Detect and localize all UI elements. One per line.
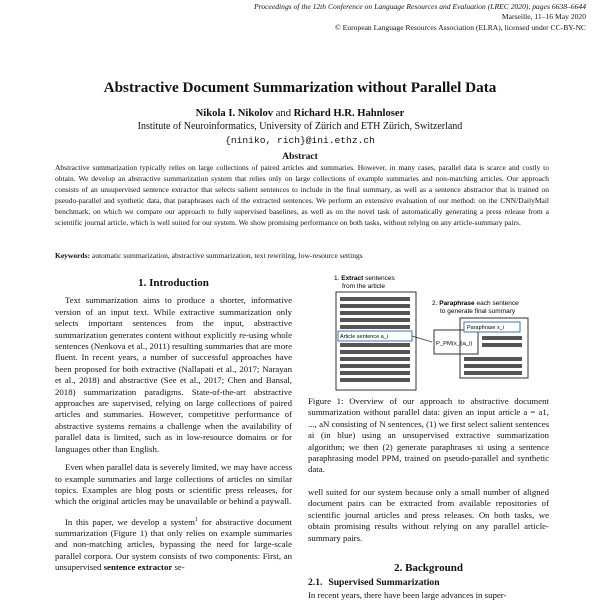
step1-label: 1. Extract sentences xyxy=(334,275,395,282)
location-line: Marseille, 11–16 May 2020 xyxy=(501,12,586,22)
intro-heading: 1. Introduction xyxy=(138,277,209,289)
paraphrase-label: Paraphrase x_i xyxy=(467,325,504,331)
step2-label: 2. Paraphrase each sentence xyxy=(432,300,519,307)
proceedings-line: Proceedings of the 12th Conference on Language Resources and Evaluation (LREC 2020), pages 6638–6644 xyxy=(254,2,586,11)
abstract-text: Abstractive summarization typically relies on large collections of paired articles and summaries. However, in many cases, parallel data is scarce and costly to obtain. We develop an abstractive summarization system that relies only on large collections of example summaries and non-matching articles. Our approach consists of an unsupervised sentence extractor that selects salient sentences to include in the final summary, as well as a sentence abstractor that is trained on pseudo-parallel and synthetic data, that paraphrases each of the extracted sentences. We perform an extensive evaluation of our method: on the CNN/DailyMail benchmark, on which we compare our approach to fully supervised baselines, as well as on the novel task of automatically generating a press release from a scientific journal article, which is well suited for our system. We show promising performance on both tasks, without relying on any article-summary pairs. xyxy=(55,163,549,227)
intro-paragraph-2: Even when parallel data is severely limited, we may have access to example summaries and large collections of articles on similar topics. Examples are blog posts or scientific press releases, for which the original articles may be unavailable or behind a paywall. xyxy=(55,462,292,507)
intro-paragraph-3 xyxy=(55,515,292,574)
paper-title: Abstractive Document Summarization without Parallel Data xyxy=(103,79,497,96)
summary-line xyxy=(464,364,522,368)
article-line xyxy=(340,364,410,368)
step2-label-2: to generate final summary xyxy=(440,308,516,315)
article-line xyxy=(340,318,410,322)
summary-line xyxy=(482,336,522,340)
footnote-marker: 1 xyxy=(194,516,198,523)
intro-p3-middle: for abstractive document summarization (Figure 1) that only relies on example summaries and non-matching articles, bypassing the need for large-scale parallel corpora. Our system consists of two components: First, an unsupervised xyxy=(55,516,292,573)
figure-caption: Figure 1: Overview of our approach to abstractive document summarization without parallel data: given an input article a = a1, ..., aN consisting of N sentences, (1) we first select salient sentences ai (in blue) using an unsupervised extractive summarization algorithm; we then (2) generate paraphrases xi using a sentence paraphrasing model PPM, trained on pseudo-parallel and synthetic data. xyxy=(308,396,549,475)
background-text: In recent years, there have been large advances in super- xyxy=(308,590,507,600)
keywords xyxy=(55,251,549,260)
author-1: Nikola I. Nikolov xyxy=(195,108,274,119)
intro-paragraph-1: Text summarization aims to produce a shorter, informative version of an input text. While extractive summarization only selects important sentences from the input, abstractive summarization generates content without explicitly re-using whole sentences (Nenkova et al., 2011) resulting summaries that are more fluent. In recent years, a number of successful approaches have been proposed for both extractive (Nallapati et al., 2017; Narayan et al., 2018) and abstractive (See et al., 2017; Chen and Bansal, 2018) summarization paradigms. State-of-the-art abstractive approaches are supervised, relying on large collections of paired articles and summaries. However, competitive performance of abstractive systems remains a challenge when the availability of parallel data is limited, such as in low-resource domains or for languages other than English. xyxy=(55,295,292,454)
abstract-heading: Abstract xyxy=(282,151,318,162)
intro-p3-end: se- xyxy=(172,562,185,573)
article-line xyxy=(340,343,410,347)
intro-p3-bold: sentence extractor xyxy=(103,562,173,573)
model-label: P_PM(x_i|a_i) xyxy=(436,341,473,347)
summary-line xyxy=(464,371,522,375)
article-line xyxy=(340,311,410,315)
left-column xyxy=(55,278,292,581)
subsection-heading xyxy=(308,577,549,588)
article-line xyxy=(340,297,410,301)
author-2: Richard H.R. Hahnloser xyxy=(293,108,405,119)
summary-line xyxy=(464,357,522,361)
page-header xyxy=(226,2,586,33)
arrow-to-model xyxy=(412,336,432,342)
keywords-label: Keywords: xyxy=(55,251,90,260)
intro-p3-start: In this paper, we develop a system xyxy=(65,516,195,527)
article-sentence-label: Article sentence a_i xyxy=(340,334,388,340)
article-line xyxy=(340,357,410,361)
license-line: © European Language Resources Association (ELRA), licensed under CC-BY-NC xyxy=(334,22,586,32)
figure-diagram xyxy=(308,268,549,393)
subsection-number: 2.1. xyxy=(308,577,323,588)
article-line xyxy=(340,325,410,329)
article-line xyxy=(340,371,410,375)
affiliation: Institute of Neuroinformatics, University of Zürich and ETH Zürich, Switzerland xyxy=(137,121,463,132)
right-column-text xyxy=(308,487,549,551)
authors xyxy=(0,107,600,120)
article-line xyxy=(340,304,410,308)
background-heading: 2. Background xyxy=(394,562,463,574)
step1-label-2: from the article xyxy=(342,283,385,290)
keywords-text: automatic summarization, abstractive summarization, text rewriting, low-resource settings xyxy=(90,251,363,260)
author-conjunction: and xyxy=(273,108,294,119)
subsection-title: Supervised Summarization xyxy=(328,577,440,588)
right-paragraph-1: well suited for our system because only a small number of aligned document pairs can be extracted from available repositories of scientific journal articles and press releases. On both tasks, we obtain promising results without relying on any parallel article-summary pairs. xyxy=(308,487,549,543)
email: {niniko, rich}@ini.ethz.ch xyxy=(225,135,375,146)
summary-line xyxy=(482,343,522,347)
article-line xyxy=(340,378,410,382)
article-line xyxy=(340,350,410,354)
